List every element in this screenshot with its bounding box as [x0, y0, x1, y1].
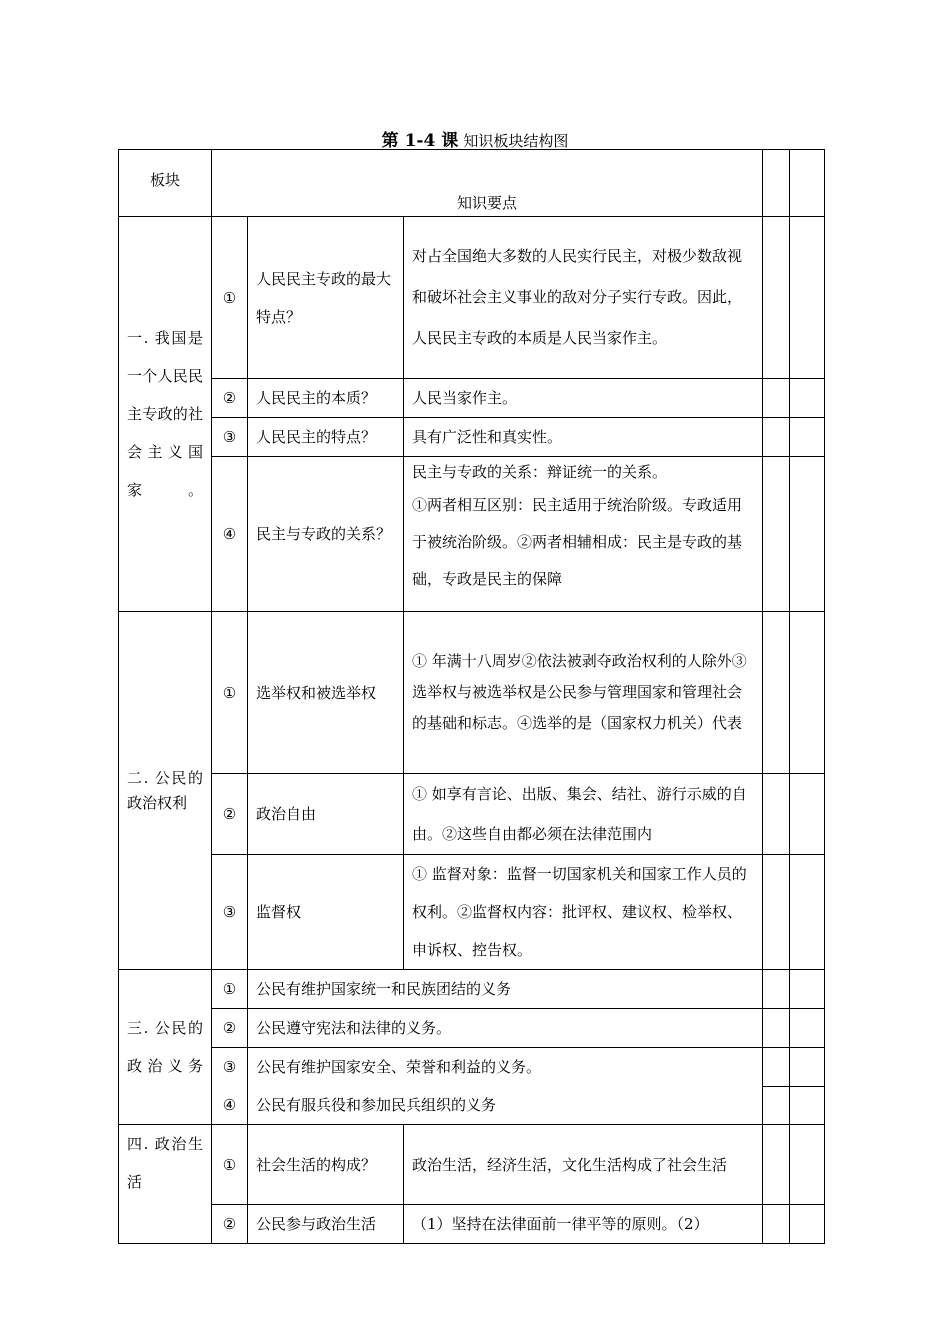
blank-cell — [763, 970, 790, 1009]
row-number: ① — [212, 970, 248, 1009]
table-row — [119, 855, 825, 970]
title-subtitle: 知识板块结构图 — [463, 132, 569, 150]
question-cell: 民主与专政的关系？ — [248, 457, 404, 612]
question-cell: 人民民主的本质？ — [248, 379, 404, 418]
row-number: ① — [212, 1125, 248, 1205]
question-cell: 公民参与政治生活 — [248, 1205, 404, 1244]
answer-cell — [404, 457, 763, 612]
section-label: 一. 我国是一个人民民主专政的社会主义国家。 — [119, 217, 212, 612]
blank-cell — [763, 418, 790, 457]
row-number: ② — [212, 774, 248, 855]
table-header-row — [119, 150, 825, 217]
answer-cell: 政治生活，经济生活，文化生活构成了社会生活 — [404, 1125, 763, 1205]
row-number: ④ — [212, 457, 248, 612]
blank-cell — [763, 1205, 790, 1244]
question-cell: 选举权和被选举权 — [248, 612, 404, 774]
answer-line: 民主与专政的关系：辩证统一的关系。 — [412, 463, 668, 481]
table-row — [119, 1009, 825, 1048]
blank-cell — [790, 1086, 825, 1125]
blank-cell — [790, 1205, 825, 1244]
table-row — [119, 1086, 825, 1125]
table-row — [119, 457, 825, 612]
header-section-cell: 板块 — [119, 150, 212, 217]
answer-cell: （1）坚持在法律面前一律平等的原则。（2） — [404, 1205, 763, 1244]
question-cell: 政治自由 — [248, 774, 404, 855]
duty-cell: 公民有服兵役和参加民兵组织的义务 — [248, 1086, 763, 1125]
blank-cell — [790, 457, 825, 612]
blank-cell — [763, 457, 790, 612]
blank-cell — [763, 379, 790, 418]
row-number: ② — [212, 379, 248, 418]
section-label: 四. 政治生活 — [119, 1125, 212, 1244]
blank-cell — [790, 612, 825, 774]
blank-cell — [790, 855, 825, 970]
row-number: ④ — [212, 1086, 248, 1125]
table-row — [119, 1205, 825, 1244]
row-number: ③ — [212, 418, 248, 457]
section-label: 二. 公民的政治权利 — [119, 612, 212, 970]
blank-cell — [790, 418, 825, 457]
row-number: ② — [212, 1205, 248, 1244]
blank-cell — [790, 1048, 825, 1087]
blank-cell — [763, 612, 790, 774]
section-label: 三. 公民的政治义务 — [119, 970, 212, 1125]
answer-line: ①两者相互区别：民主适用于统治阶级。专政适用于被统治阶级。②两者相辅相成：民主是专政的基础，专政是民主的保障 — [412, 496, 743, 588]
blank-cell — [763, 217, 790, 379]
blank-cell — [790, 150, 825, 217]
table-row — [119, 379, 825, 418]
table-row — [119, 970, 825, 1009]
answer-cell: ① 年满十八周岁②依法被剥夺政治权利的人除外③选举权与被选举权是公民参与管理国家和管理社会的基础和标志。④选举的是（国家权力机关）代表 — [404, 612, 763, 774]
header-points-cell: 知识要点 — [212, 150, 763, 217]
answer-cell: ① 如享有言论、出版、集会、结社、游行示威的自由。②这些自由都必须在法律范围内 — [404, 774, 763, 855]
blank-cell — [790, 774, 825, 855]
duty-cell: 公民遵守宪法和法律的义务。 — [248, 1009, 763, 1048]
row-number: ③ — [212, 855, 248, 970]
answer-cell: 具有广泛性和真实性。 — [404, 418, 763, 457]
page-title — [0, 126, 950, 151]
answer-cell: ① 监督对象：监督一切国家机关和国家工作人员的权利。②监督权内容：批评权、建议权、检举权、申诉权、控告权。 — [404, 855, 763, 970]
table-row — [119, 1125, 825, 1205]
table-row — [119, 612, 825, 774]
row-number: ③ — [212, 1048, 248, 1087]
knowledge-table — [118, 149, 825, 1244]
question-cell: 人民民主的特点？ — [248, 418, 404, 457]
row-number: ① — [212, 217, 248, 379]
duty-cell: 公民有维护国家安全、荣誉和利益的义务。 — [248, 1048, 763, 1087]
row-number: ② — [212, 1009, 248, 1048]
blank-cell — [763, 150, 790, 217]
row-number: ① — [212, 612, 248, 774]
blank-cell — [763, 1086, 790, 1125]
blank-cell — [763, 1009, 790, 1048]
answer-cell: 人民当家作主。 — [404, 379, 763, 418]
table-row — [119, 774, 825, 855]
blank-cell — [763, 1125, 790, 1205]
title-lesson: 第 1-4 课 — [381, 131, 459, 151]
duty-cell: 公民有维护国家统一和民族团结的义务 — [248, 970, 763, 1009]
blank-cell — [763, 774, 790, 855]
blank-cell — [790, 217, 825, 379]
blank-cell — [790, 379, 825, 418]
blank-cell — [790, 1125, 825, 1205]
blank-cell — [763, 1048, 790, 1087]
table-row — [119, 217, 825, 379]
blank-cell — [790, 970, 825, 1009]
question-cell: 社会生活的构成？ — [248, 1125, 404, 1205]
question-cell: 监督权 — [248, 855, 404, 970]
question-cell: 人民民主专政的最大特点？ — [248, 217, 404, 379]
table-row — [119, 1048, 825, 1087]
blank-cell — [763, 855, 790, 970]
blank-cell — [790, 1009, 825, 1048]
table-row — [119, 418, 825, 457]
answer-cell: 对占全国绝大多数的人民实行民主，对极少数敌视和破坏社会主义事业的敌对分子实行专政。因此，人民民主专政的本质是人民当家作主。 — [404, 217, 763, 379]
